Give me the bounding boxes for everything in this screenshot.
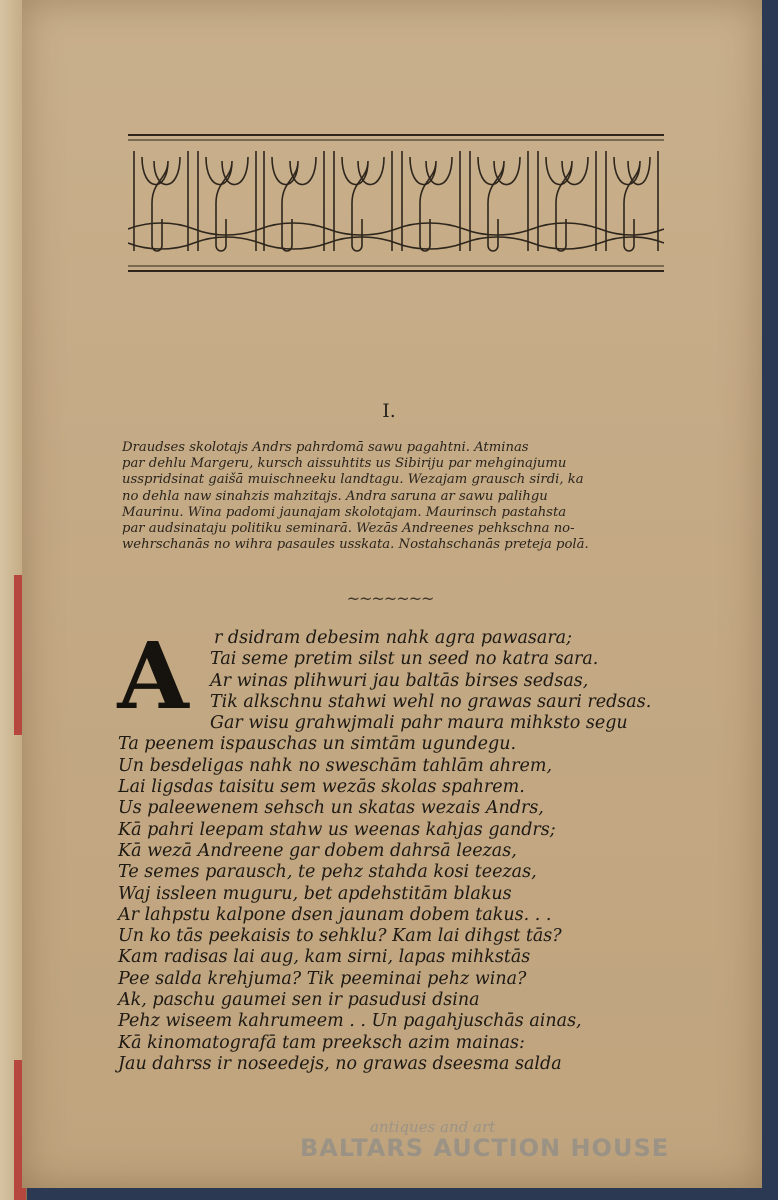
summary-line: usspridsinat gaišā muischneeku landtagu. Wezajam grausch sirdi, ka [122, 472, 584, 488]
poem-line: Jau dahrss ir noseedejs, no grawas dseesma salda [118, 1053, 562, 1074]
poem-line: Gar wisu grahwjmali pahr maura mihksto segu [210, 713, 628, 734]
poem-line: Pee salda krehjuma? Tik peeminai pehz wina? [118, 968, 527, 989]
poem-line: Kā kinomatografā tam preeksch azim mainas: [118, 1032, 525, 1053]
chapter-summary [122, 440, 667, 553]
summary-line: par dehlu Margeru, kursch aissuhtits us Sibiriju par mehginajumu [122, 456, 567, 472]
poem-line: Ta peenem ispauschas un simtām ugundegu. [118, 734, 517, 755]
poem-line: Ak, paschu gaumei sen ir pasudusi dsina [118, 990, 480, 1011]
watermark-tagline: antiques and art [370, 1118, 496, 1136]
decorative-header-ornament [128, 133, 664, 273]
poem-line: Kā wezā Andreene gar dobem dahrsā leezas, [118, 840, 517, 861]
poem-line: Kā pahri leepam stahw us weenas kahjas gandrs; [118, 819, 556, 840]
poem-line: Ar lahpstu kalpone dsen jaunam dobem takus. . . [118, 904, 552, 925]
poem-line: Te semes parausch, te pehz stahda kosi teezas, [118, 862, 537, 883]
drop-cap-letter: A [117, 622, 189, 730]
poem-line: Tik alkschnu stahwi wehl no grawas sauri redsas. [210, 691, 652, 712]
poem-line: Lai ligsdas taisitu sem wezās skolas spahrem. [118, 777, 525, 798]
poem-text [117, 622, 678, 1075]
auction-watermark [300, 1110, 700, 1170]
poem-line: Kam radisas lai aug, kam sirni, lapas mihkstās [118, 947, 531, 968]
poem-line: Pehz wiseem kahrumeem . . Un pagahjuschās ainas, [118, 1011, 582, 1032]
section-divider: ~~~~~~~ [346, 589, 434, 608]
watermark-brand: BALTARS AUCTION HOUSE [300, 1134, 670, 1162]
summary-line: Maurinu. Wina padomi jaunajam skolotajam. Maurinsch pastahsta [122, 504, 567, 520]
poem-line: Waj issleen muguru, bet apdehstitām blakus [118, 883, 512, 904]
poem-line: r dsidram debesim nahk agra pawasara; [214, 628, 573, 648]
summary-line: par audsinataju politiku seminarā. Wezās Andreenes pehkschna no- [122, 521, 575, 537]
poem-line: Us paleewenem sehsch un skatas wezais Andrs, [118, 798, 544, 819]
poem-line: Un besdeligas nahk no sweschām tahlām ahrem, [118, 755, 553, 776]
poem-line: Ar winas plihwuri jau baltās birses sedsas, [210, 670, 589, 691]
poem-line: Tai seme pretim silst un seed no katra sara. [210, 649, 599, 670]
chapter-number: I. [382, 400, 396, 422]
summary-line: wehrschanās no wihra pasaules usskata. Nostahschanās preteja polā. [122, 537, 589, 553]
summary-line: no dehla naw sinahzis mahzitajs. Andra saruna ar sawu palihgu [122, 488, 548, 504]
poem-line: Un ko tās peekaisis to sehklu? Kam lai dihgst tās? [118, 926, 562, 947]
summary-line: Draudses skolotajs Andrs pahrdomā sawu pagahtni. Atminas [122, 440, 529, 455]
